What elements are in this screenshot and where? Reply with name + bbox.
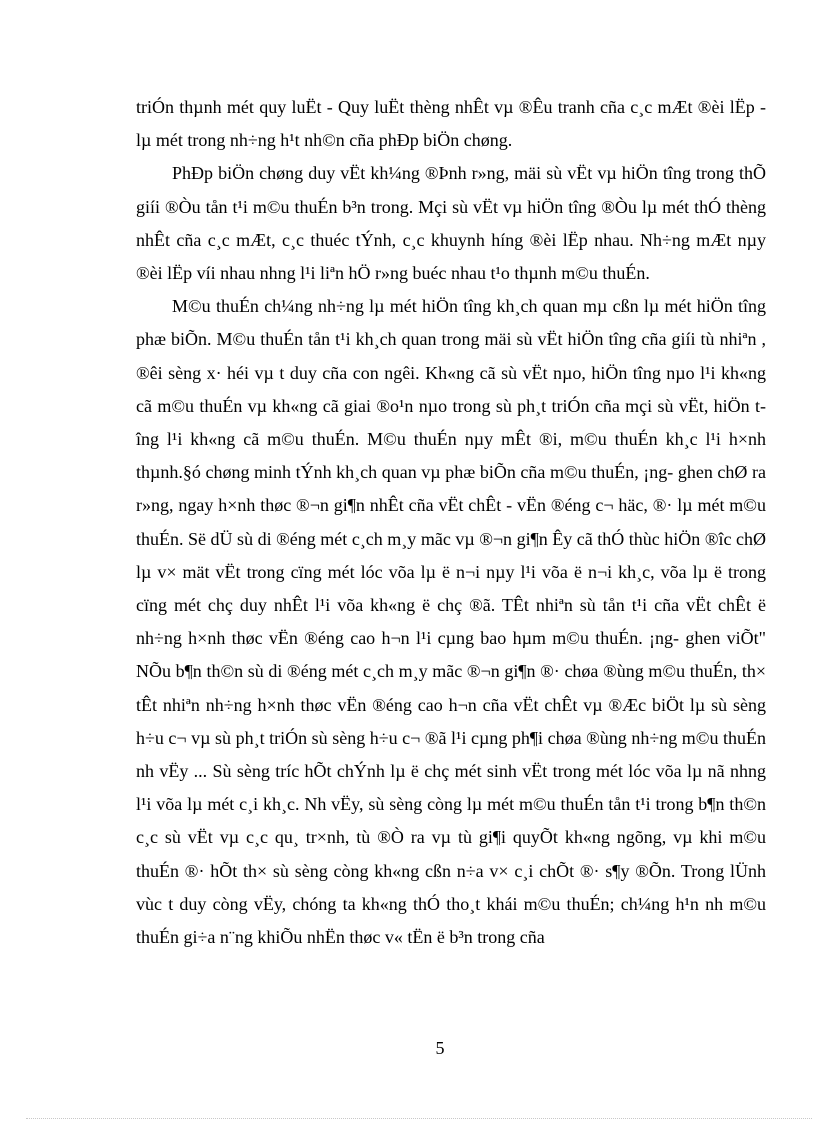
page-bottom-divider xyxy=(26,1118,812,1119)
paragraph-universality-of-contradiction: M©u thuÉn ch¼ng nh÷ng lµ mét hiÖn tîng kh¸ch quan mµ cßn lµ mét hiÖn tîng phæ biÕn. M©u thuÉn tån t¹i kh¸ch quan trong mäi sù vËt hiÖn tîng cña giíi tù nhiªn , ®êi sèng x· héi vµ t duy cña con ngêi. Kh«ng cã sù vËt nµo, hiÖn tîng nµo l¹i kh«ng cã m©u thuÉn vµ kh«ng cã giai ®o¹n nµo trong sù ph¸t triÓn cña mçi sù vËt, hiÖn tîng l¹i kh«ng cã m©u thuÉn. M©u thuÉn nµy mÊt ®i, m©u thuÉn kh¸c l¹i h×nh thµnh.§ó chøng minh tÝnh kh¸ch quan vµ phæ biÕn cña m©u thuÉn, ¡ng- ghen chØ ra r»ng, ngay h×nh thøc ®¬n gi¶n nhÊt cña vËt chÊt - vËn ®éng c¬ häc, ®· lµ mét m©u thuÉn. Së dÜ sù di ®éng mét c¸ch m¸y mãc vµ ®¬n gi¶n Êy cã thÓ thùc hiÖn ®îc chØ lµ v× mät vËt trong cïng mét lóc võa lµ ë n¬i nµy l¹i võa ë n¬i kh¸c, võa lµ ë trong cïng mét chç duy nhÊt l¹i võa kh«ng ë chç ®ã. TÊt nhiªn sù tån t¹i cña vËt chÊt ë nh÷ng h×nh thøc vËn ®éng cao h¬n l¹i cµng bao hµm m©u thuÉn. ¡ng- ghen viÕt" NÕu b¶n th©n sù di ®éng mét c¸ch m¸y mãc ®¬n gi¶n ®· chøa ®ùng m©u thuÉn, th× tÊt nhiªn nh÷ng h×nh thøc vËn ®éng cao h¬n cña vËt chÊt vµ ®Æc biÖt lµ sù sèng h÷u c¬ vµ sù ph¸t triÓn sù sèng h÷u c¬ ®ã l¹i cµng ph¶i chøa ®ùng nh÷ng m©u thuÉn nh vËy ... Sù sèng tríc hÕt chÝnh lµ ë chç mét sinh vËt trong mét lóc võa lµ nã nhng l¹i võa lµ mét c¸i kh¸c. Nh vËy, sù sèng còng lµ mét m©u thuÉn tån t¹i trong b¶n th©n c¸c sù vËt vµ c¸c qu¸ tr×nh, tù ®Ò ra vµ tù gi¶i quyÕt kh«ng ngõng, vµ khi m©u thuÉn ®· hÕt th× sù sèng còng kh«ng cßn n÷a v× c¸i chÕt ®· s¶y ®Õn. Trong lÜnh vùc t duy còng vËy, chóng ta kh«ng thÓ tho¸t khái m©u thuÉn; ch¼ng h¹n nh m©u thuÉn gi÷a n¨ng khiÕu nhËn thøc v« tËn ë b³n trong cña xyxy=(136,296,766,948)
paragraph-continuation: triÓn thµnh mét quy luËt - Quy luËt thèng nhÊt vµ ®Êu tranh cña c¸c mÆt ®èi lËp - lµ mét trong nh÷ng h¹t nh©n cña phÐp biÖn chøng. xyxy=(136,97,766,151)
body-text xyxy=(136,91,766,954)
paragraph-dialectics-contradiction: PhÐp biÖn chøng duy vËt kh¼ng ®Þnh r»ng, mäi sù vËt vµ hiÖn tîng trong thÕ giíi ®Òu tån t¹i m©u thuÉn b³n trong. Mçi sù vËt vµ hiÖn tîng ®Òu lµ mét thÓ thèng nhÊt cña c¸c mÆt, c¸c thuéc tÝnh, c¸c khuynh híng ®èi lËp nhau. Nh÷ng mÆt nµy ®èi lËp víi nhau nhng l¹i liªn hÖ r»ng buéc nhau t¹o thµnh m©u thuÉn. xyxy=(136,163,766,284)
page-number: 5 xyxy=(435,1038,445,1058)
